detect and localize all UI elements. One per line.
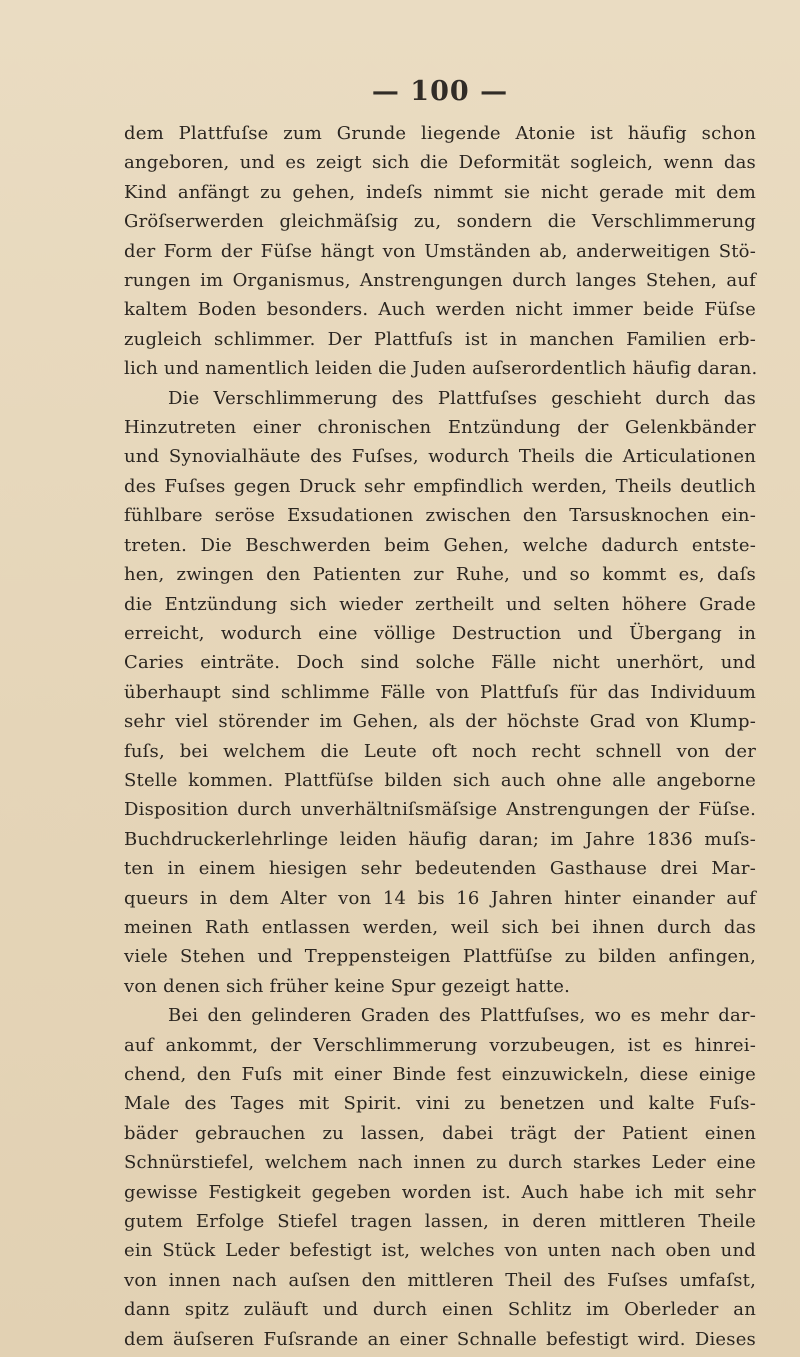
text-line: fuſs, bei welchem die Leute oft noch recht schnell von der	[124, 740, 756, 762]
text-line: erreicht, wodurch eine völlige Destruction und Übergang in	[124, 622, 756, 644]
text-line: angeboren, und es zeigt sich die Deformität sogleich, wenn das	[124, 152, 756, 174]
text-line: viele Stehen und Treppensteigen Plattfüſse zu bilden anfingen,	[124, 946, 756, 968]
text-line: auf ankommt, der Verschlimmerung vorzubeugen, ist es hinrei-	[124, 1034, 756, 1056]
text-line: sehr viel störender im Gehen, als der höchste Grad von Klump-	[124, 711, 756, 733]
text-line: Bei den gelinderen Graden des Plattfuſses, wo es mehr dar-	[168, 1005, 756, 1027]
text-line: Stelle kommen. Plattfüſse bilden sich auch ohne alle angeborne	[124, 769, 756, 791]
text-line: ten in einem hiesigen sehr bedeutenden Gasthause drei Mar-	[124, 858, 756, 880]
text-line: zugleich schlimmer. Der Plattfuſs ist in manchen Familien erb-	[124, 328, 756, 350]
text-line: Caries einträte. Doch sind solche Fälle nicht unerhört, und	[124, 652, 756, 674]
page-number: — 100 —	[371, 76, 509, 107]
text-line: und Synovialhäute des Fuſses, wodurch Theils die Articulationen	[124, 446, 756, 468]
text-line: dann spitz zuläuft und durch einen Schlitz im Oberleder an	[124, 1299, 756, 1321]
text-line: bäder gebrauchen zu lassen, dabei trägt der Patient einen	[124, 1122, 756, 1144]
text-line: überhaupt sind schlimme Fälle von Plattfuſs für das Individuum	[124, 681, 756, 703]
text-line: die Entzündung sich wieder zertheilt und selten höhere Grade	[124, 593, 756, 615]
text-line: Male des Tages mit Spirit. vini zu benetzen und kalte Fuſs-	[124, 1093, 756, 1115]
text-line: chend, den Fuſs mit einer Binde fest einzuwickeln, diese einige	[124, 1064, 756, 1085]
body-text	[124, 119, 756, 1354]
text-line: fühlbare seröse Exsudationen zwischen den Tarsusknochen ein-	[124, 505, 756, 527]
text-line: Die Verschlimmerung des Plattfuſses geschieht durch das	[168, 387, 756, 409]
text-line: dem Plattfuſse zum Grunde liegende Atonie ist häufig schon	[124, 123, 756, 144]
text-line: Buchdruckerlehrlinge leiden häufig daran; im Jahre 1836 muſs-	[124, 828, 756, 850]
text-line: Disposition durch unverhältniſsmäſsige Anstrengungen der Füſse.	[124, 799, 756, 821]
text-line: dem äuſseren Fuſsrande an einer Schnalle befestigt wird. Dieses	[124, 1328, 756, 1350]
text-line: Hinzutreten einer chronischen Entzündung der Gelenkbänder	[124, 417, 756, 439]
text-line: Kind anfängt zu gehen, indeſs nimmt sie nicht gerade mit dem	[124, 181, 756, 203]
text-line: der Form der Füſse hängt von Umständen ab, anderweitigen Stö-	[124, 240, 756, 262]
text-line: von innen nach auſsen den mittleren Theil des Fuſses umfaſst,	[124, 1269, 756, 1291]
text-line: ein Stück Leder befestigt ist, welches von unten nach oben und	[124, 1240, 756, 1262]
text-line: gutem Erfolge Stiefel tragen lassen, in deren mittleren Theile	[124, 1211, 756, 1233]
text-line: gewisse Festigkeit gegeben worden ist. Auch habe ich mit sehr	[124, 1181, 756, 1203]
text-line: kaltem Boden besonders. Auch werden nicht immer beide Füſse	[124, 299, 756, 321]
text-line: Gröſserwerden gleichmäſsig zu, sondern die Verschlimmerung	[124, 211, 756, 233]
text-line: treten. Die Beschwerden beim Gehen, welche dadurch entste-	[124, 534, 756, 556]
text-line: rungen im Organismus, Anstrengungen durch langes Stehen, auf	[124, 270, 756, 292]
text-line: Schnürstiefel, welchem nach innen zu durch starkes Leder eine	[124, 1152, 756, 1174]
text-line: meinen Rath entlassen werden, weil sich bei ihnen durch das	[124, 916, 756, 938]
text-line: des Fuſses gegen Druck sehr empfindlich werden, Theils deutlich	[124, 475, 756, 497]
text-line: hen, zwingen den Patienten zur Ruhe, und so kommt es, daſs	[124, 564, 756, 586]
text-line: queurs in dem Alter von 14 bis 16 Jahren hinter einander auf	[124, 887, 756, 909]
text-line: von denen sich früher keine Spur gezeigt hatte.	[124, 975, 571, 997]
text-line: lich und namentlich leiden die Juden auſserordentlich häufig daran.	[124, 358, 758, 380]
